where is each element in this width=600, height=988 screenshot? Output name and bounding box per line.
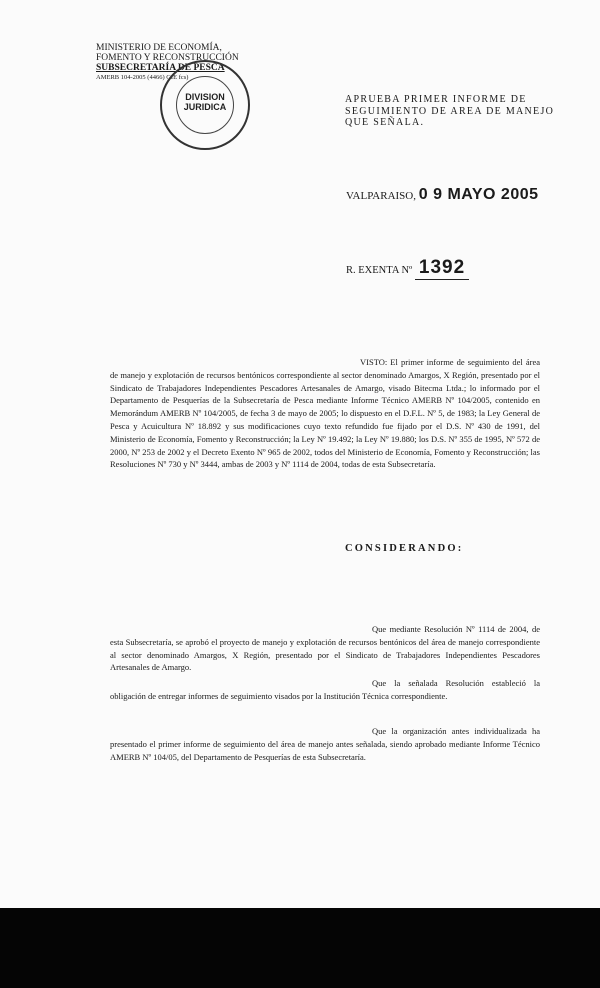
considerando-paragraph-2: Que la señalada Resolución estableció la obligación de entregar informes de seguimiento visados por la Institución Técnica correspondiente. <box>110 678 540 701</box>
considerando-heading: CONSIDERANDO: <box>345 543 464 554</box>
ministry-name-line2: FOMENTO Y RECONSTRUCCIÓN <box>96 53 239 63</box>
ministry-name-line1: MINISTERIO DE ECONOMÍA, <box>96 43 222 53</box>
division-juridica-stamp <box>160 60 250 150</box>
document-subject: APRUEBA PRIMER INFORME DE SEGUIMIENTO DE AREA DE MANEJO QUE SEÑALA. <box>345 94 555 128</box>
considerando-paragraph-1: Que mediante Resolución Nº 1114 de 2004, de esta Subsecretaría, se aprobó el proyecto de manejo y explotación de recursos bentónicos del área de manejo correspondiente al sector denominado Amargos, X Región, presentado por el Sindicato de Trabajadores Independientes Pescadores Artesanales de Amargo. <box>110 624 540 673</box>
resolution-label: R. EXENTA Nº <box>346 265 413 276</box>
reference-code: AMERB 104-2005 (4466) GIE fcs) <box>96 74 189 81</box>
considerando-paragraph-3: Que la organización antes individualizada ha presentado el primer informe de seguimiento del área de manejo antes señalada, siendo aprobado mediante Informe Técnico AMERB Nº 104/05, del Departamento de Pesquerías de esta Subsecretaría. <box>110 726 540 762</box>
subsecretariat-name: SUBSECRETARÍA DE PESCA <box>96 63 225 73</box>
scan-black-border <box>0 908 600 988</box>
city-label: VALPARAISO, <box>346 190 416 202</box>
stamp-text-line2: JURIDICA <box>183 102 227 112</box>
stamp-text <box>162 92 248 112</box>
visto-paragraph: VISTO: El primer informe de seguimiento del área de manejo y explotación de recursos bentónicos correspondiente al sector denominado Amargos, X Región, presentado por el Sindicato de Trabajadores Independientes Pescadores Artesanales de Amargo, visado Bitecma Ltda.; lo informado por el Departamento de Pesquerías de la Subsecretaría de Pesca mediante Informe Técnico AMERB Nº 104/2005, contenido en Memorándum AMERB Nº 104/2005, de fecha 3 de mayo de 2005; lo dispuesto en el D.F.L. Nº 5, de 1983; la Ley General de Pesca y Acuicultura Nº 18.892 y sus modificaciones cuyo texto refundido fue fijado por el D.S. Nº 430 de 1991, del Ministerio de Economía, Fomento y Reconstrucción; la Ley Nº 19.492; la Ley Nº 19.880; los D.S. Nº 355 de 1995, Nº 572 de 2000, Nº 253 de 2002 y el Decreto Exento Nº 965 de 2002, todos del Ministerio de Economía, Fomento y Reconstrucción; las Resoluciones Nº 730 y Nº 3444, ambas de 2003 y Nº 1114 de 2004, todas de esta Subsecretaría. <box>110 357 540 470</box>
resolution-number: 1392 <box>415 257 469 280</box>
stamped-date: 0 9 MAYO 2005 <box>418 186 539 203</box>
resolution-number-line <box>346 257 469 280</box>
date-line <box>346 186 539 204</box>
stamp-text-line1: DIVISION <box>185 92 225 102</box>
